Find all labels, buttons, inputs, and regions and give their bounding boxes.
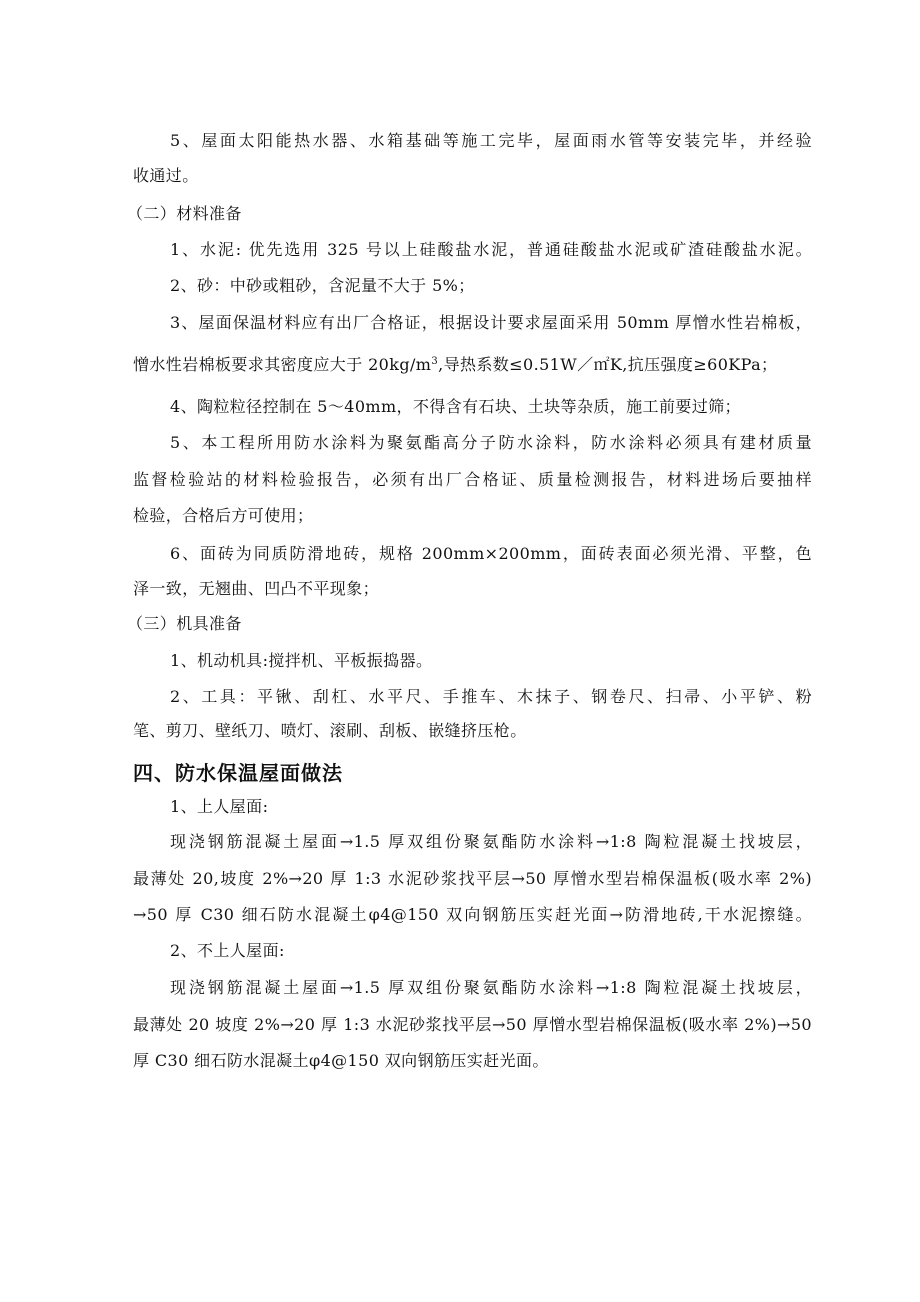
paragraph-line: 5、本工程所用防水涂料为聚氨酯高分子防水涂料，防水涂料必须具有建材质量 bbox=[170, 433, 812, 452]
superscript: 3 bbox=[431, 356, 439, 367]
paragraph-text: 憎水性岩棉板要求其密度应大于 20kg/m bbox=[133, 355, 432, 374]
paragraph-line: 笔、剪刀、壁纸刀、喷灯、滚刷、刮板、嵌缝挤压枪。 bbox=[133, 721, 527, 740]
section-heading: 四、防水保温屋面做法 bbox=[133, 761, 343, 785]
paragraph-line: 收通过。 bbox=[133, 166, 199, 185]
paragraph-line: 3、屋面保温材料应有出厂合格证，根据设计要求屋面采用 50mm 厚憎水性岩棉板， bbox=[170, 313, 812, 332]
paragraph-line: 2、砂：中砂或粗砂，含泥量不大于 5%； bbox=[170, 276, 475, 295]
paragraph-line: 检验，合格后方可使用； bbox=[133, 506, 314, 525]
paragraph-line: →50 厚 C30 细石防水混凝土φ4@150 双向钢筋压实赶光面→防滑地砖,干水泥擦缝。 bbox=[133, 905, 812, 924]
paragraph-line: 1、上人屋面: bbox=[170, 797, 269, 816]
paragraph-line: 2、工具：平锹、刮杠、水平尺、手推车、木抹子、钢卷尺、扫帚、小平铲、粉 bbox=[170, 687, 812, 706]
paragraph-line: 现浇钢筋混凝土屋面→1.5 厚双组份聚氨酯防水涂料→1:8 陶粒混凝土找坡层， bbox=[170, 832, 812, 851]
paragraph-line: 最薄处 20,坡度 2%→20 厚 1:3 水泥砂浆找平层→50 厚憎水型岩棉保温板(吸水率 2%) bbox=[133, 869, 812, 888]
paragraph-line: 5、屋面太阳能热水器、水箱基础等施工完毕，屋面雨水管等安装完毕，并经验 bbox=[170, 131, 812, 150]
section-subheading: （二）材料准备 bbox=[127, 204, 242, 223]
paragraph-line: 最薄处 20 坡度 2%→20 厚 1:3 水泥砂浆找平层→50 厚憎水型岩棉保温板(吸水率 2%)→50 bbox=[133, 1015, 812, 1034]
paragraph-line: 6、面砖为同质防滑地砖，规格 200mm×200mm，面砖表面必须光滑、平整，色 bbox=[170, 544, 812, 563]
paragraph-line: 1、水泥: 优先选用 325 号以上硅酸盐水泥，普通硅酸盐水泥或矿渣硅酸盐水泥。 bbox=[170, 240, 812, 259]
paragraph-line: 现浇钢筋混凝土屋面→1.5 厚双组份聚氨酯防水涂料→1:8 陶粒混凝土找坡层， bbox=[170, 978, 812, 997]
paragraph-line bbox=[133, 355, 777, 375]
paragraph-line: 监督检验站的材料检验报告，必须有出厂合格证、质量检测报告，材料进场后要抽样 bbox=[133, 470, 812, 489]
paragraph-line: 1、机动机具:搅拌机、平板振捣器。 bbox=[170, 651, 433, 670]
paragraph-line: 泽一致，无翘曲、凹凸不平现象； bbox=[133, 579, 380, 598]
section-subheading: （三）机具准备 bbox=[127, 614, 242, 633]
paragraph-line: 2、不上人屋面: bbox=[170, 941, 285, 960]
paragraph-line: 4、陶粒粒径控制在 5～40mm，不得含有石块、土块等杂质，施工前要过筛； bbox=[170, 397, 741, 416]
paragraph-text: ,导热系数≤0.51W／㎡K,抗压强度≥60KPa； bbox=[438, 355, 778, 374]
paragraph-line: 厚 C30 细石防水混凝土φ4@150 双向钢筋压实赶光面。 bbox=[133, 1051, 549, 1070]
